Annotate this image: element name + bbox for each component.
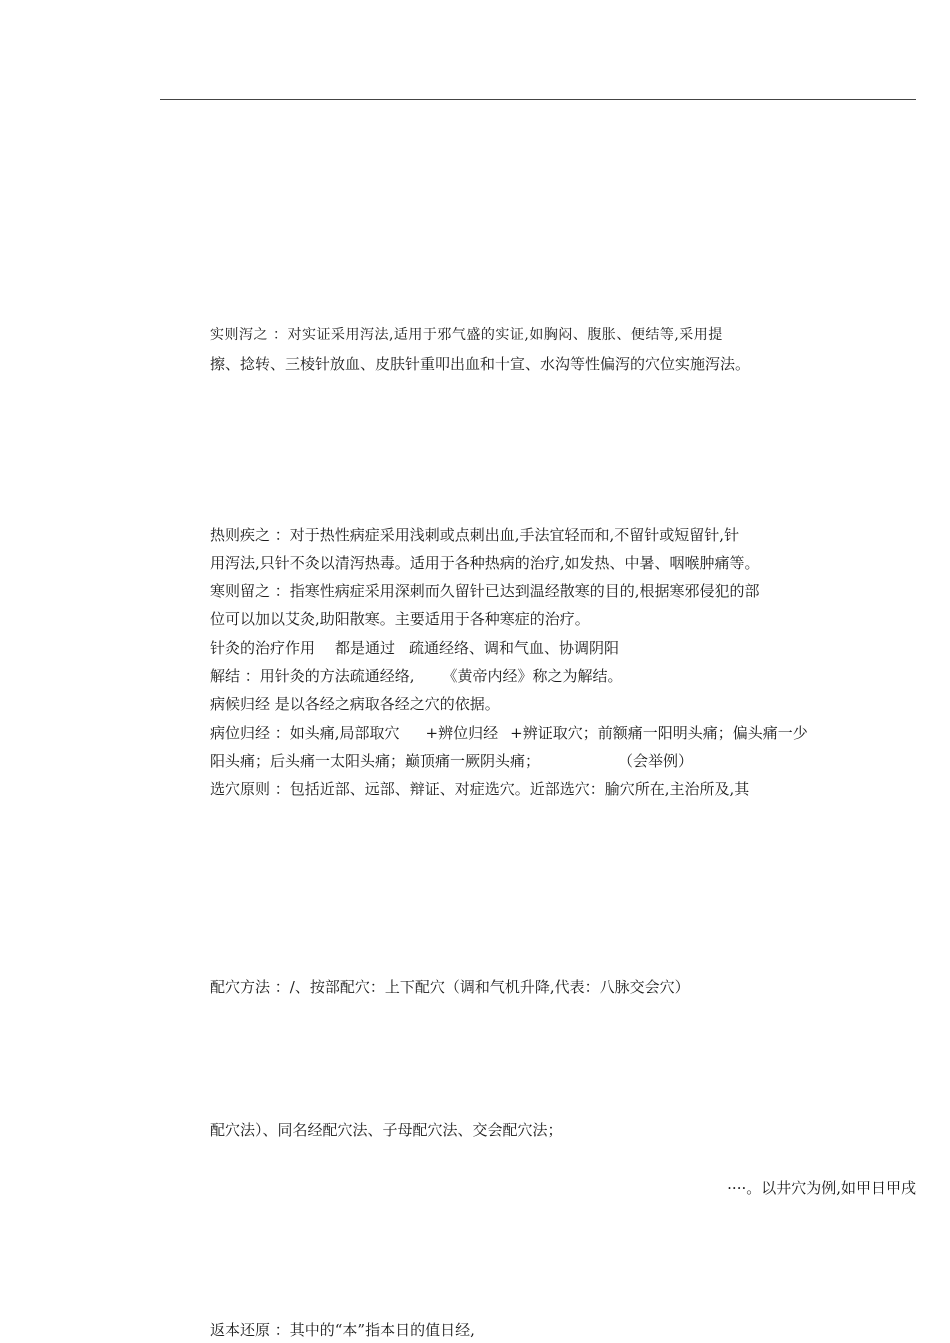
bingwei-text-d: 阳头痛；后头痛一太阳头痛；巅顶痛一厥阴头痛；	[210, 752, 541, 770]
header-rule	[160, 99, 916, 100]
para-jingxue-example: ····。以井穴为例,如甲日甲戌	[727, 1179, 916, 1197]
bingwei-example-note: （会举例）	[618, 752, 694, 770]
para-re-ze-ji-zhi-line-2: 用泻法,只针不灸以清泻热毒。适用于各种热病的治疗,如发热、中暑、咽喉肿痛等。	[210, 554, 760, 572]
para-fanben-huanyuan: 返本还原 ：其中的“本”指本日的值日经,	[210, 1321, 475, 1339]
bingwei-text-c: +辨证取穴；前额痛一阳明头痛；偏头痛一少	[510, 724, 808, 742]
zhiliao-zuoyong-term: 针灸的治疗作用	[210, 639, 316, 657]
para-shi-ze-xie-zhi-line-1: 实则泻之 ：对实证采用泻法,适用于邪气盛的实证,如胸闷、腹胀、便结等,采用提	[210, 327, 723, 343]
para-han-ze-liu-zhi-line-2: 位可以加以艾灸,助阳散寒。主要适用于各种寒症的治疗。	[210, 610, 590, 628]
bingwei-text-a: 病位归经 ：如头痛,局部取穴	[210, 724, 400, 742]
para-bingwei-guijing-line-1	[210, 723, 808, 743]
para-jiejie	[210, 666, 623, 686]
para-bingwei-guijing-line-2	[210, 751, 693, 771]
para-binghou-guijing: 病候归经 是以各经之病取各经之穴的依据。	[210, 695, 500, 713]
bingwei-text-b: +辨位归经	[425, 724, 499, 742]
jiejie-text: 解结 ：用针灸的方法疏通经络,	[210, 667, 415, 685]
para-peixue-fangfa: 配穴方法 ：/、按部配穴：上下配穴（调和气机升降,代表：八脉交会穴）	[210, 978, 690, 996]
para-han-ze-liu-zhi-line-1: 寒则留之 ：指寒性病症采用深刺而久留针已达到温经散寒的目的,根据寒邪侵犯的部	[210, 582, 760, 600]
para-xuanxue-yuanze: 选穴原则 ：包括近部、远部、辩证、对症选穴。近部选穴：腧穴所在,主治所及,其	[210, 780, 750, 798]
para-shi-ze-xie-zhi-line-2: 擦、捻转、三棱针放血、皮肤针重叩出血和十宣、水沟等性偏泻的穴位实施泻法。	[210, 355, 751, 373]
para-re-ze-ji-zhi-line-1: 热则疾之 ：对于热性病症采用浅刺或点刺出血,手法宜轻而和,不留针或短留针,针	[210, 526, 740, 544]
para-zhiliao-zuoyong	[210, 638, 619, 658]
zhiliao-zuoyong-list: 疏通经络、调和气血、协调阴阳	[409, 639, 620, 657]
para-peixue-fa: 配穴法）、同名经配穴法、子母配穴法、交会配穴法；	[210, 1121, 563, 1139]
zhiliao-zuoyong-via: 都是通过	[335, 639, 396, 657]
jiejie-source: 《黄帝内经》称之为解结。	[442, 667, 623, 685]
